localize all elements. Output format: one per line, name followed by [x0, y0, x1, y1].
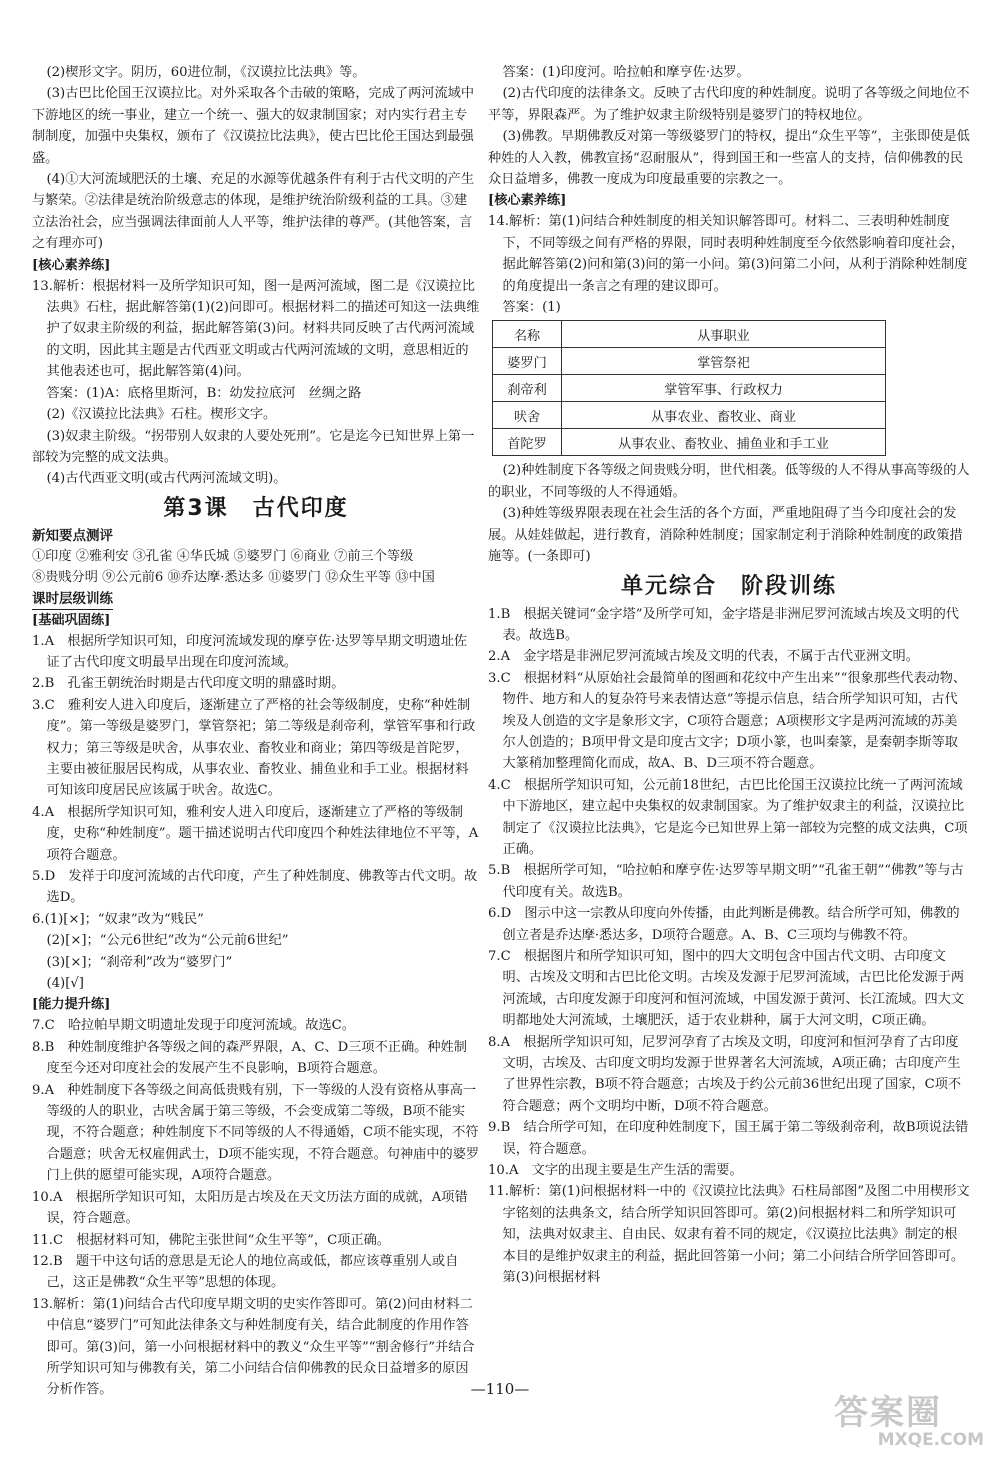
answer-line: (3)种姓等级界限表现在社会生活的各个方面，严重地阻碍了当今印度社会的发展。从娃娃做起，进行教育，消除种姓制度；国家制定利于消除种姓制度的政策措施等。(一条即可)	[488, 506, 963, 565]
caste-table	[492, 320, 886, 456]
answer-item: 12.B 题干中这句话的意思是无论人的地位高或低，都应该尊重别人或自己，这正是佛教“众生平等”思想的体现。	[32, 1253, 459, 1291]
answer-item: 6.(1)[×]；“奴隶”改为“贱民”	[32, 911, 204, 927]
ability-tag: [能力提升练]	[32, 997, 111, 1013]
answer-item: 13.解析：第(1)问结合古代印度早期文明的史实作答即可。第(2)问由材料二中信息“婆罗门”可知此法律条文与种姓制度有关，结合此制度的作用作答即可。第(3)问，第一小问根据材料中的教义“众生平等”“割舍修行”并结合所学知识可知与佛教有关，第二小问结合信仰佛教的民众日益增多的原因分析作答。	[32, 1296, 475, 1398]
answer-item: 11.解析：第(1)问根据材料一中的《汉谟拉比法典》石柱局部图”及图二中用楔形文字铭刻的法典条文，结合所学知识回答即可。第(2)问根据材料二和所学知识可知，法典对奴隶主、自由民、奴隶有着不同的规定，《汉谟拉比法典》制定的根本目的是维护奴隶主的利益，据此回答第一小问；第二小问结合所学回答即可。第(3)问根据材料	[488, 1184, 970, 1286]
table-cell: 掌管祭祀	[562, 348, 886, 375]
question-14-analysis: 14.解析：第(1)问结合种姓制度的相关知识解答即可。材料二、三表明种姓制度下，不同等级之间有严格的界限，同时表明种姓制度至今依然影响着印度社会，据此解答第(2)问和第(3)问的第一小问。第(3)问第二小问，从利于消除种姓制度的角度提出一条言之有理的建议即可。	[488, 214, 968, 294]
knowledge-point: ⑤婆罗门	[233, 548, 287, 564]
answer-item: 1.B 根据关键词“金字塔”及所学可知，金字塔是非洲尼罗河流域古埃及文明的代表。故选B。	[488, 606, 959, 643]
table-header-row	[493, 321, 886, 348]
knowledge-point: ②雅利安	[75, 548, 129, 564]
knowledge-point: ⑩乔达摩·悉达多	[167, 570, 264, 586]
knowledge-point: ④华氏城	[176, 548, 230, 564]
table-row	[493, 402, 886, 429]
answer-item: 2.B 孔雀王朝统治时期是古代印度文明的鼎盛时期。	[32, 676, 345, 692]
knowledge-point: ⑫众生平等	[325, 570, 392, 586]
core-literacy-tag: [核心素养练]	[488, 193, 567, 209]
table-header-cell: 从事职业	[562, 321, 886, 348]
answer-item: 8.B 种姓制度维护各等级之间的森严界限，A、C、D三项不正确。种姓制度至今还对印度社会的发展产生不良影响，B项符合题意。	[32, 1039, 467, 1077]
watermark-logo-text: 答案圈	[834, 1393, 942, 1433]
section-tiered-training: 课时层级训练	[32, 589, 113, 610]
answer-line: (4)古代西亚文明(或古代两河流域文明)。	[46, 471, 287, 487]
section-new-knowledge: 新知要点测评	[32, 527, 113, 544]
right-column	[488, 62, 970, 1289]
knowledge-points	[32, 546, 480, 589]
basic-tag: [基础巩固练]	[32, 612, 111, 628]
answer-line: (3)佛教。早期佛教反对第一等级婆罗门的特权，提出“众生平等”，主张即使是低种姓的人入教，佛教宣扬“忍耐服从”，得到国王和一些富人的支持，信仰佛教的民众日益增多，佛教一度成为印度最重要的宗教之一。	[488, 129, 970, 188]
answer-item: 9.B 结合所学可知，在印度种姓制度下，国王属于第二等级刹帝利，故B项说法错误，符合题意。	[488, 1120, 969, 1157]
answer-item: 5.B 根据所学可知，“哈拉帕和摩亨佐·达罗等早期文明”“孔雀王朝”“佛教”等与古代印度有关。故选B。	[488, 863, 964, 900]
answer-item: 3.C 雅利安人进入印度后，逐渐建立了严格的社会等级制度，史称“种姓制度”。第一等级是婆罗门，掌管祭祀；第二等级是刹帝利，掌管军事和行政权力；第三等级是吠舍，从事农业、畜牧业和商业；第四等级是首陀罗，主要由被征服居民构成，从事农业、畜牧业、捕鱼业和手工业。根据材料可知该印度居民应该属于吠舍。故选C。	[32, 697, 476, 799]
table-cell: 吠舍	[493, 402, 562, 429]
watermark-logo	[834, 1393, 984, 1454]
answer-item: 3.C 根据材料“从原始社会最简单的图画和花纹中产生出来”“很象那些代表动物、物件、地方和人的复杂符号来表情达意”等提示信息，结合所学知识可知，古代埃及人创造的文字是象形文字，C项符合题意；A项楔形文字是两河流域的苏美尔人创造的；B项甲骨文是印度古文字；D项小篆，也叫秦篆，是秦朝李斯等取大篆稍加整理简化而成，故A、B、D三项不符合题意。	[488, 670, 967, 772]
knowledge-point: ⑬中国	[395, 570, 435, 586]
table-cell: 刹帝利	[493, 375, 562, 402]
answer-line: 答案：(1)A：底格里斯河，B：幼发拉底河 丝绸之路	[46, 385, 362, 401]
answer-item: 7.C 根据图片和所学知识可知，图中的四大文明包含中国古代文明、古印度文明、古埃及文明和古巴比伦文明。古埃及发源于尼罗河流域，古巴比伦发源于两河流域，古印度发源于印度河和恒河流域，中国发源于黄河、长江流域。四大文明都地处大河流域，土壤肥沃，适于农业耕种，属于大河文明，C项正确。	[488, 949, 965, 1029]
page-number: —110—	[470, 1380, 530, 1398]
knowledge-point: ⑥商业	[290, 548, 330, 564]
table-cell: 从事农业、畜牧业、捕鱼业和手工业	[562, 429, 886, 456]
table-cell: 掌管军事、行政权力	[562, 375, 886, 402]
answer-item: 10.A 根据所学知识可知，太阳历是古埃及在天文历法方面的成就，A项错误，符合题意。	[32, 1189, 468, 1227]
table-row	[493, 429, 886, 456]
table-header-cell: 名称	[493, 321, 562, 348]
watermark-url: MXQE.COM	[877, 1430, 984, 1450]
answer-line: (2)种姓制度下各等级之间贵贱分明，世代相袭。低等级的人不得从事高等级的人的职业，不同等级的人不得通婚。	[488, 463, 970, 500]
answer-item: 6.D 图示中这一宗教从印度向外传播，由此判断是佛教。结合所学可知，佛教的创立者是乔达摩·悉达多，D项符合题意。A、B、C三项均与佛教不符。	[488, 906, 960, 943]
answer-item: 4.A 根据所学知识可知，雅利安人进入印度后，逐渐建立了严格的等级制度，史称“种姓制度”。题干描述说明古代印度四个种姓法律地位不平等，A项符合题意。	[32, 804, 479, 863]
core-literacy-tag: [核心素养练]	[32, 257, 111, 273]
knowledge-point: ⑧贵贱分明	[32, 570, 98, 586]
knowledge-point: ⑪婆罗门	[268, 570, 321, 586]
answer-line: (3)奴隶主阶级。“拐带别人奴隶的人要处死刑”。它是迄今已知世界上第一部较为完整的成文法典。	[32, 428, 475, 465]
table-row	[493, 348, 886, 375]
answer-line: 答案：(1)印度河。哈拉帕和摩亨佐·达罗。	[502, 65, 750, 80]
knowledge-point: ③孔雀	[132, 548, 173, 564]
knowledge-point: ①印度	[32, 548, 72, 564]
left-column	[32, 62, 480, 1401]
answer-item: 8.A 根据所学知识可知，尼罗河孕育了古埃及文明，印度河和恒河孕育了古印度文明，古埃及、古印度文明均发源于世界著名大河流域，A项正确；古印度产生了世界性宗教，B项不符合题意；古埃及于约公元前36世纪出现了国家，C项不符合题意；两个文明均中断，D项不符合题意。	[488, 1034, 962, 1114]
answer-item: 9.A 种姓制度下各等级之间高低贵贱有别，下一等级的人没有资格从事高一等级的人的职业，古吠舍属于第三等级，不会变成第二等级，B项不能实现，不符合题意；种姓制度下不同等级的人不得通婚，C项不能实现，不符合题意；吠舍无权雇佣武士，D项不能实现，不符合题意。句神庙中的婆罗门上供的愿望可能实现，A项符合题意。	[32, 1082, 480, 1184]
answer-item: (4)[√]	[46, 976, 84, 992]
unit-title: 单元综合 阶段训练	[620, 573, 837, 599]
answer-item: 4.C 根据所学知识可知，公元前18世纪，古巴比伦国王汉谟拉比统一了两河流域中下游地区，建立起中央集权的奴隶制国家。为了维护奴隶主的利益，汉谟拉比制定了《汉谟拉比法典》，它是迄今已知世界上第一部较为完整的成文法典，C项正确。	[488, 777, 968, 857]
table-cell: 婆罗门	[493, 348, 562, 375]
lesson-title: 第3课 古代印度	[163, 495, 349, 521]
answer-item: (2)[×]；“公元6世纪”改为“公元前6世纪”	[46, 933, 289, 949]
knowledge-point: ⑨公元前6	[102, 570, 164, 586]
answer-line: (4)①大河流域肥沃的土壤、充足的水源等优越条件有利于古代文明的产生与繁荣。②法律是统治阶级意志的体现，是维护统治阶级利益的工具。③建立法治社会，应当强调法律面前人人平等，维护法律的尊严。(其他答案，言之有理亦可)	[32, 172, 475, 252]
answer-item: 5.D 发祥于印度河流域的古代印度，产生了种姓制度、佛教等古代文明。故选D。	[32, 869, 478, 906]
answer-line: (2)楔形文字。阴历，60进位制，《汉谟拉比法典》等。	[46, 65, 366, 80]
answer-item: 11.C 根据材料可知，佛陀主张世间“众生平等”，C项正确。	[32, 1232, 390, 1248]
answer-item: 1.A 根据所学知识可知，印度河流域发现的摩亨佐·达罗等早期文明遗址佐证了古代印度文明最早出现在印度河流域。	[32, 633, 468, 670]
answer-item: 2.A 金字塔是非洲尼罗河流域古埃及文明的代表，不属于古代亚洲文明。	[488, 649, 919, 665]
answer-item: (3)[×]；“刹帝利”改为“婆罗门”	[46, 954, 233, 970]
answer-item: 7.C 哈拉帕早期文明遗址发现于印度河流域。故选C。	[32, 1018, 355, 1034]
answer-line: (2)《汉谟拉比法典》石柱。楔形文字。	[46, 407, 277, 423]
table-cell: 从事农业、畜牧业、商业	[562, 402, 886, 429]
answer-label: 答案：(1)	[502, 300, 561, 316]
question-13-analysis: 13.解析：根据材料一及所学知识可知，图一是两河流域，图二是《汉谟拉比法典》石柱，据此解答第(1)(2)问即可。根据材料二的描述可知这一法典维护了奴隶主阶级的利益，据此解答第(3)问。材料共同反映了古代两河流域的文明，因此其主题是古代西亚文明或古代两河流域的文明，意思相近的其他表述也可，据此解答第(4)问。	[32, 278, 480, 380]
table-cell: 首陀罗	[493, 429, 562, 456]
knowledge-point: ⑦前三个等级	[334, 548, 414, 564]
table-row	[493, 375, 886, 402]
answer-line: (2)古代印度的法律条文。反映了古代印度的种姓制度。说明了各等级之间地位不平等，界限森严。为了维护奴隶主阶级特别是婆罗门的特权地位。	[488, 86, 970, 123]
answer-line: (3)古巴比伦国王汉谟拉比。对外采取各个击破的策略，完成了两河流域中下游地区的统一事业，建立一个统一、强大的奴隶制国家；对内实行君主专制制度，加强中央集权，颁布了《汉谟拉比法典》，使古巴比伦王国达到最强盛。	[32, 86, 475, 166]
answer-item: 10.A 文字的出现主要是生产生活的需要。	[488, 1163, 743, 1179]
